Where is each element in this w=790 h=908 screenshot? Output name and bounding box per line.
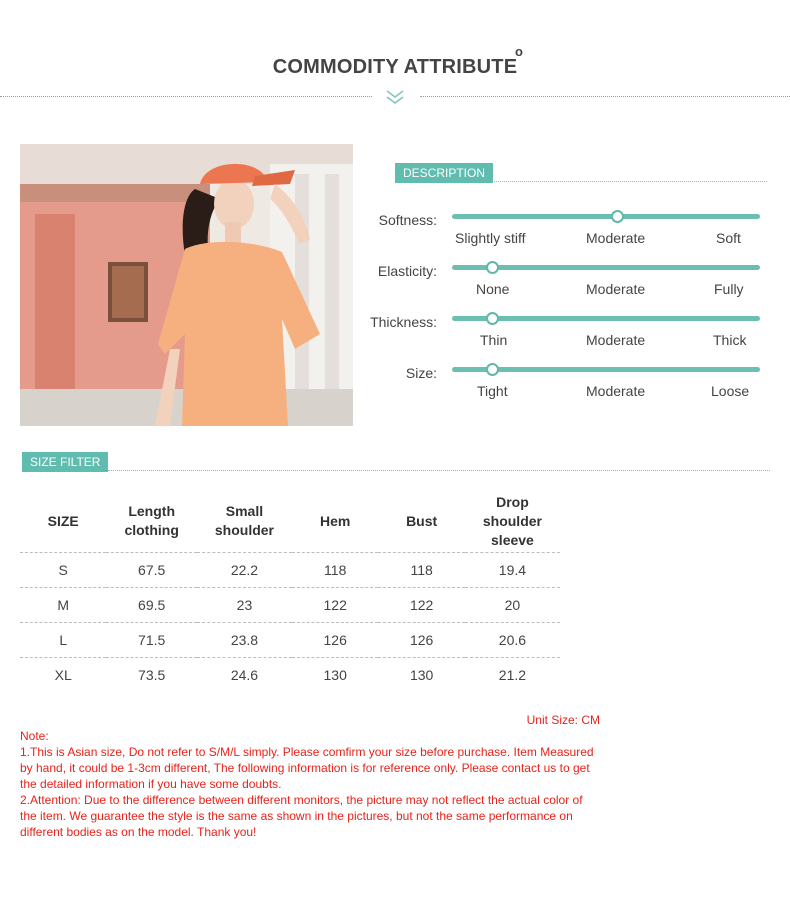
elasticity-marker [486, 261, 499, 274]
softness-track [452, 214, 760, 219]
column-header-size: SIZE [47, 512, 79, 529]
description-divider [492, 181, 767, 182]
elasticity-option-mid: Moderate [586, 281, 646, 297]
softness-option-mid: Moderate [586, 230, 646, 246]
description-tag: DESCRIPTION [395, 163, 493, 183]
softness-label: Softness: [378, 212, 437, 228]
table-header-row [20, 490, 560, 553]
size-option-low: Tight [477, 383, 508, 399]
column-header-hem: Hem [320, 512, 351, 529]
table-cell: 122 [409, 597, 434, 613]
table-row [20, 658, 560, 693]
table-cell: 23 [236, 597, 253, 613]
elasticity-label: Elasticity: [377, 263, 437, 279]
note-item-1: 1.This is Asian size, Do not refer to S/M/L simply. Please comfirm your size before purchase. Item Measured by hand, it could be 1-3cm different, The following information is for reference only. Please contact us to get the detailed information if you have some doubts. [20, 745, 594, 791]
table-cell: 71.5 [138, 632, 166, 648]
table-row [20, 588, 560, 623]
table-cell: S [58, 562, 68, 578]
softness-option-low: Slightly stiff [455, 230, 526, 246]
table-cell: 19.4 [498, 562, 527, 578]
table-cell: 130 [323, 667, 347, 683]
table-cell: 67.5 [138, 562, 166, 578]
thickness-marker [486, 312, 499, 325]
size-filter-tag: SIZE FILTER [22, 452, 108, 472]
elasticity-option-high: Fully [714, 281, 744, 297]
table-row [20, 623, 560, 658]
size-marker [486, 363, 499, 376]
softness-option-high: Soft [716, 230, 741, 246]
column-header-shoulder: Small shoulder [214, 503, 275, 538]
table-cell: 69.5 [138, 597, 166, 613]
thickness-option-high: Thick [713, 332, 747, 348]
column-header-bust: Bust [406, 512, 438, 529]
table-cell: 130 [409, 667, 434, 683]
table-cell: 73.5 [138, 667, 166, 683]
thickness-option-mid: Moderate [586, 332, 646, 348]
header-divider-right [420, 96, 790, 97]
page-title: COMMODITY ATTRIBUTE [272, 56, 518, 78]
size-filter-divider [108, 470, 770, 471]
thickness-option-low: Thin [480, 332, 508, 348]
table-cell: 20.6 [498, 632, 527, 648]
table-cell: M [57, 597, 70, 613]
table-cell: 122 [323, 597, 347, 613]
size-option-mid: Moderate [586, 383, 646, 399]
table-cell: XL [54, 667, 72, 683]
unit-size-label: Unit Size: CM [526, 713, 600, 727]
table-cell: 23.8 [230, 632, 259, 648]
product-photo [20, 144, 353, 426]
table-cell: L [59, 632, 68, 648]
note-item-2: 2.Attention: Due to the difference between different monitors, the picture may not reflect the actual color of the item. We guarantee the style is the same as shown in the pictures, but not the same performance on different bodies as on the model. Thank you! [20, 793, 583, 839]
table-cell: 21.2 [498, 667, 527, 683]
table-cell: 118 [410, 562, 433, 578]
table-cell: 126 [323, 632, 347, 648]
header-divider-left [0, 96, 372, 97]
column-header-length: Length clothing [124, 503, 179, 538]
size-table [20, 490, 560, 692]
column-header-sleeve: Drop shoulder sleeve [482, 493, 542, 548]
table-cell: 22.2 [230, 562, 259, 578]
table-cell: 20 [504, 597, 521, 613]
degree-mark: o [515, 44, 523, 59]
size-label: Size: [405, 365, 437, 381]
elasticity-option-low: None [476, 281, 510, 297]
table-row [20, 553, 560, 588]
size-option-high: Loose [711, 383, 750, 399]
double-chevron-down-icon [383, 88, 407, 106]
note-title: Note: [20, 729, 49, 743]
table-cell: 118 [324, 562, 347, 578]
thickness-label: Thickness: [370, 314, 437, 330]
softness-marker [611, 210, 624, 223]
table-cell: 126 [409, 632, 434, 648]
table-cell: 24.6 [230, 667, 259, 683]
